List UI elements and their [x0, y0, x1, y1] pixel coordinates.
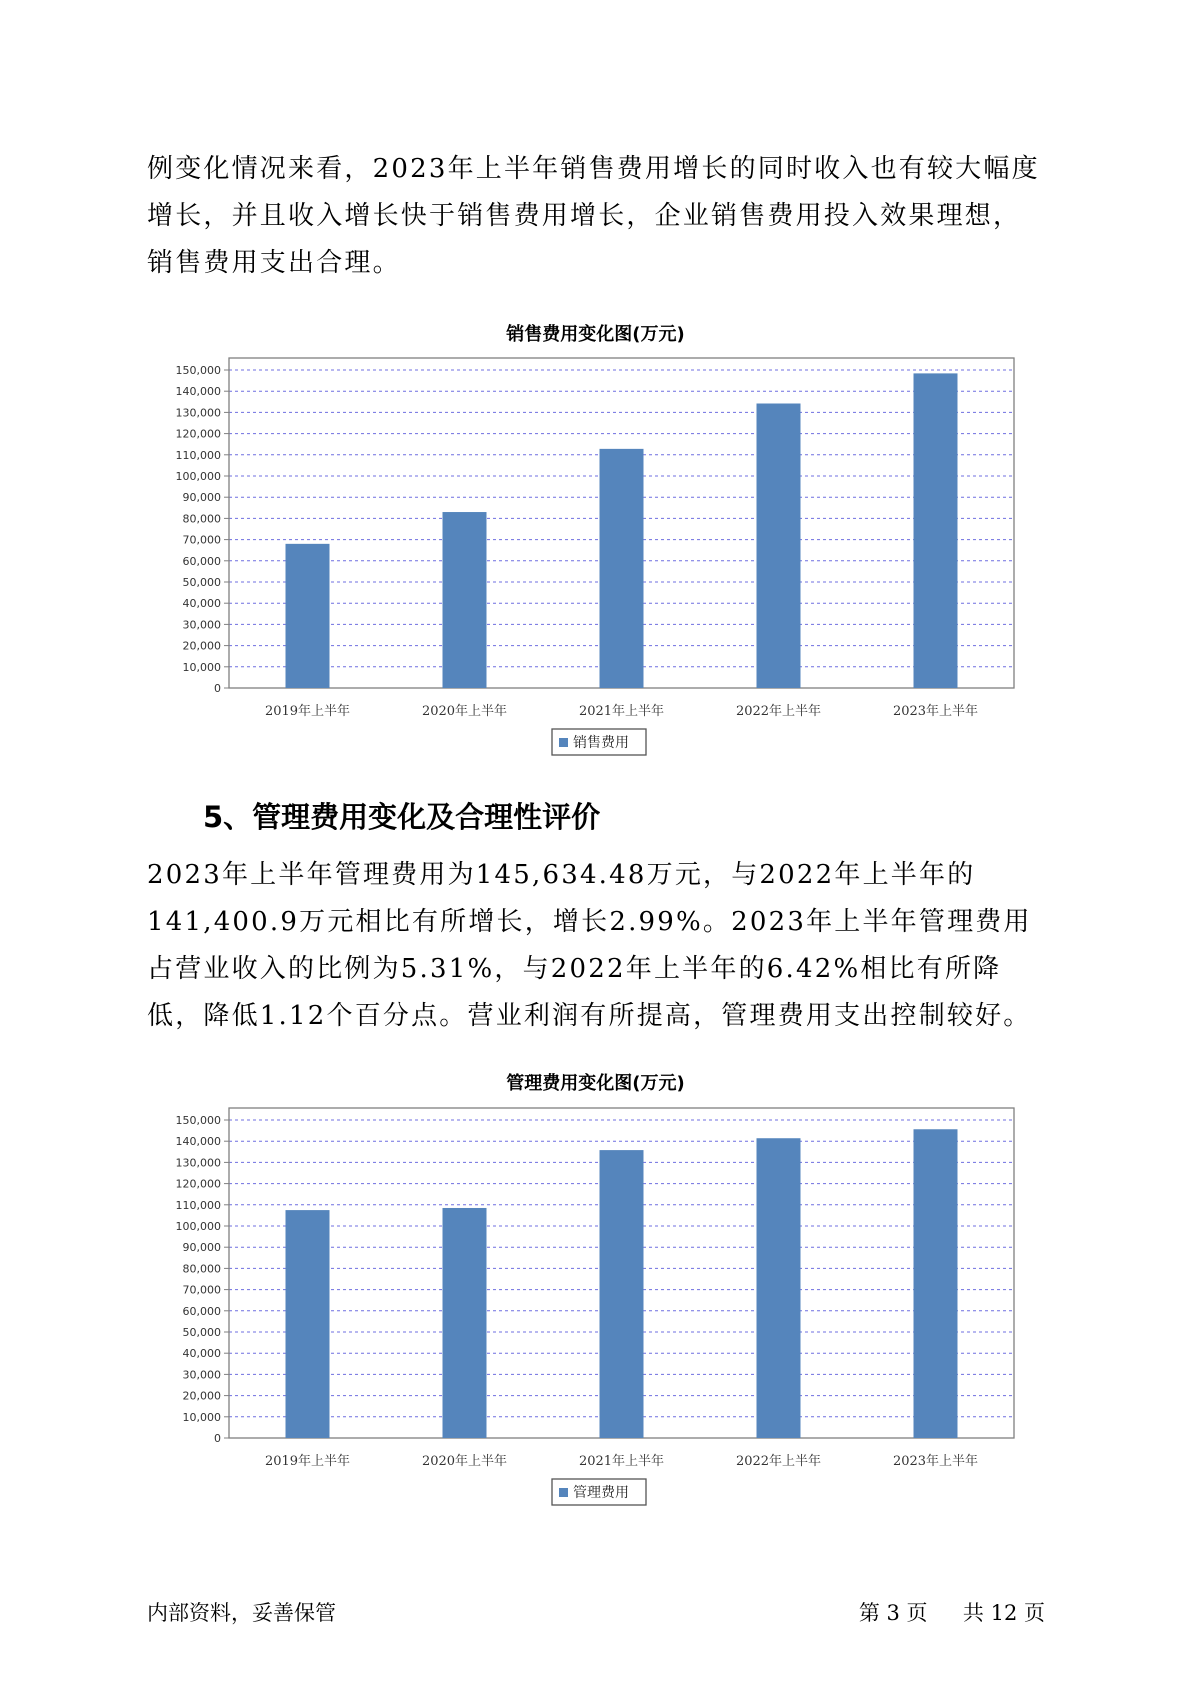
y-tick-label: 60,000 — [182, 554, 221, 568]
chart-title-sales: 销售费用变化图(万元) — [506, 324, 685, 345]
y-tick-label: 110,000 — [175, 448, 221, 462]
y-tick-label: 40,000 — [182, 597, 221, 611]
bar-5 — [914, 1129, 958, 1438]
admin-expense-chart — [0, 1100, 1191, 1530]
y-tick-label: 80,000 — [182, 512, 221, 526]
bar-1 — [286, 544, 330, 688]
y-tick-label: 40,000 — [182, 1347, 221, 1361]
y-tick-label: 90,000 — [182, 491, 221, 505]
y-tick-label: 0 — [214, 1432, 221, 1445]
bar-1 — [286, 1210, 330, 1438]
y-tick-label: 60,000 — [182, 1304, 221, 1318]
y-tick-label: 10,000 — [182, 1410, 221, 1424]
paragraph-admin-expense-analysis: 2023年上半年管理费用为145,634.48万元，与2022年上半年的141,400.9万元相比有所增长，增长2.99%。2023年上半年管理费用占营业收入的比例为5.31%，与2022年上半年的6.42%相比有所降低，降低1.12个百分点。营业利润有所提高，管理费用支出控制较好。 — [147, 860, 1032, 1031]
legend-swatch — [559, 738, 568, 747]
y-tick-label: 50,000 — [182, 1326, 221, 1339]
x-tick-label: 2023年上半年 — [892, 704, 979, 719]
y-tick-label: 120,000 — [175, 1177, 221, 1191]
footer-confidential: 内部资料，妥善保管 — [147, 1601, 336, 1625]
section-heading-admin-expense: 5、管理费用变化及合理性评价 — [203, 800, 601, 834]
y-tick-label: 70,000 — [182, 533, 221, 547]
bar-2 — [443, 1208, 487, 1438]
y-tick-label: 30,000 — [182, 1368, 221, 1382]
x-tick-label: 2020年上半年 — [421, 704, 508, 719]
y-tick-label: 30,000 — [182, 618, 221, 632]
x-tick-label: 2020年上半年 — [421, 1454, 508, 1469]
bar-4 — [757, 403, 801, 688]
y-tick-label: 120,000 — [175, 427, 221, 441]
bar-4 — [757, 1138, 801, 1438]
x-tick-label: 2023年上半年 — [892, 1454, 979, 1469]
y-tick-label: 20,000 — [182, 1389, 221, 1403]
y-tick-label: 20,000 — [182, 639, 221, 653]
y-tick-label: 90,000 — [182, 1241, 221, 1255]
legend-swatch — [559, 1488, 568, 1497]
y-tick-label: 80,000 — [182, 1262, 221, 1276]
y-tick-label: 110,000 — [175, 1198, 221, 1212]
y-tick-label: 10,000 — [182, 660, 221, 674]
y-tick-label: 150,000 — [175, 1114, 221, 1127]
sales-expense-chart — [0, 350, 1191, 780]
y-tick-label: 140,000 — [175, 385, 221, 399]
paragraph-sales-expense-conclusion: 例变化情况来看，2023年上半年销售费用增长的同时收入也有较大幅度增长，并且收入增长快于销售费用增长，企业销售费用投入效果理想，销售费用支出合理。 — [147, 154, 1040, 278]
x-tick-label: 2019年上半年 — [264, 1454, 351, 1469]
bar-3 — [600, 449, 644, 688]
bar-2 — [443, 512, 487, 688]
x-tick-label: 2022年上半年 — [735, 704, 822, 719]
legend-label: 管理费用 — [573, 1485, 629, 1501]
y-tick-label: 70,000 — [182, 1283, 221, 1297]
y-tick-label: 100,000 — [175, 1220, 221, 1233]
y-tick-label: 0 — [214, 682, 221, 695]
y-tick-label: 50,000 — [182, 576, 221, 589]
x-tick-label: 2021年上半年 — [578, 1454, 665, 1469]
y-tick-label: 140,000 — [175, 1135, 221, 1149]
footer-page-number: 第 3 页 — [858, 1601, 928, 1625]
y-tick-label: 150,000 — [175, 364, 221, 377]
footer-page-info — [859, 1597, 1045, 1627]
chart-title-admin: 管理费用变化图(万元) — [506, 1073, 685, 1094]
bar-5 — [914, 373, 958, 688]
x-tick-label: 2022年上半年 — [735, 1454, 822, 1469]
bar-3 — [600, 1150, 644, 1438]
y-tick-label: 130,000 — [175, 406, 221, 420]
y-tick-label: 130,000 — [175, 1156, 221, 1170]
y-tick-label: 100,000 — [175, 470, 221, 483]
footer-total-pages: 共 12 页 — [962, 1601, 1045, 1625]
x-tick-label: 2021年上半年 — [578, 704, 665, 719]
x-tick-label: 2019年上半年 — [264, 704, 351, 719]
legend-label: 销售费用 — [573, 735, 629, 751]
